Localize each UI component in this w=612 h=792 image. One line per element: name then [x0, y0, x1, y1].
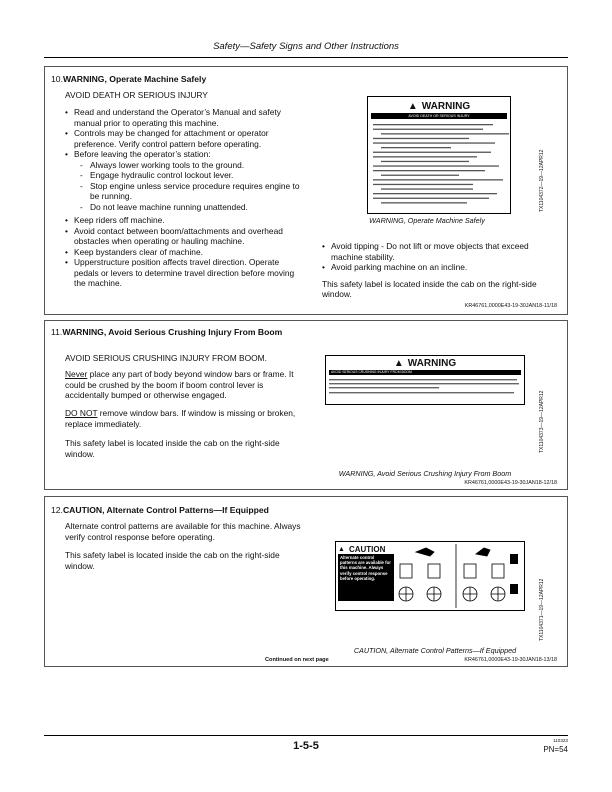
- warning-triangle-icon: ▲: [393, 358, 404, 369]
- sub-list-item: - Stop engine unless service procedure requires engine to be running.: [80, 181, 303, 202]
- control-pattern-diagram: [398, 544, 522, 608]
- location-note: This safety label is located inside the cab on the right-side window.: [322, 278, 537, 299]
- page-number: 1-5-5: [293, 740, 319, 752]
- paragraph: [65, 369, 303, 401]
- section-title-text: CAUTION, Alternate Control Patterns—If Equipped: [62, 505, 269, 515]
- label-body-text: Alternate control patterns are available for this machine. Always verify control response before operating.: [338, 554, 394, 601]
- pn-label: PN=54: [543, 745, 568, 754]
- list-item: • Avoid tipping - Do not lift or move objects that exceed machine stability.: [322, 241, 562, 262]
- section-title: [51, 505, 269, 516]
- caution-triangle-icon: ▲: [338, 545, 345, 553]
- sub-list-item: - Do not leave machine running unattended.: [80, 202, 303, 213]
- label-fine-print: [329, 378, 523, 400]
- label-text-panel: [338, 544, 394, 608]
- reference-code: KR46761,0000E43-19-30JAN18-11/18: [464, 303, 557, 309]
- list-item: • Avoid parking machine on an incline.: [322, 262, 562, 273]
- section-number: 11.: [51, 327, 63, 337]
- paragraph: [65, 408, 303, 429]
- list-item-text: Before leaving the operator’s station:: [74, 149, 211, 159]
- label-heading: AVOID DEATH OR SERIOUS INJURY: [371, 113, 507, 119]
- label-heading: AVOID SERIOUS CRUSHING INJURY FROM BOOM: [329, 370, 521, 375]
- label-banner: [368, 99, 510, 113]
- footer-code: 110323: [553, 738, 568, 743]
- reference-code: KR46761,0000E43-19-30JAN18-12/18: [464, 480, 557, 486]
- page-header: Safety—Safety Signs and Other Instructions: [213, 41, 399, 52]
- section-title-text: WARNING, Operate Machine Safely: [62, 74, 207, 84]
- figure-id: TX1104372—19—12APR12: [539, 149, 545, 212]
- section-subtitle: AVOID DEATH OR SERIOUS INJURY: [65, 90, 208, 100]
- paragraph-text: remove window bars. If window is missing or broken, replace immediately.: [65, 408, 296, 429]
- warning-label-image: [325, 355, 525, 405]
- section-number: 10.: [51, 74, 63, 84]
- label-banner: [338, 544, 394, 554]
- list-item: • Keep riders off machine.: [65, 215, 303, 226]
- section-12: [44, 496, 568, 667]
- bullet-list: [65, 107, 303, 289]
- right-bullet-list: [322, 241, 562, 300]
- emphasis: Never: [65, 369, 88, 379]
- label-banner: [326, 357, 524, 370]
- warning-triangle-icon: ▲: [407, 100, 418, 112]
- sub-list-item: - Always lower working tools to the ground.: [80, 160, 303, 171]
- list-item: • Avoid contact between boom/attachments and overhead obstacles when operating or hauling machine.: [65, 226, 303, 247]
- list-item: • Controls may be changed for attachment or operator preference. Verify control pattern before operating.: [65, 128, 303, 149]
- section-title: [51, 327, 311, 338]
- label-banner-text: WARNING: [421, 100, 471, 112]
- list-item: • Read and understand the Operator’s Manual and safety manual prior to operating this machine.: [65, 107, 303, 128]
- reference-code: KR46761,0000E43-19-30JAN18-13/18: [464, 657, 557, 663]
- caution-label-image: [335, 541, 525, 611]
- section-10: [44, 66, 568, 315]
- list-item: • Keep bystanders clear of machine.: [65, 247, 303, 258]
- paragraph-text: place any part of body beyond window bars or frame. It could be crushed by the boom if boom control lever is accidentally bumped or otherwise engaged.: [65, 369, 294, 400]
- section-title: [51, 74, 206, 85]
- section-title-text: WARNING, Avoid Serious Crushing Injury From Boom: [62, 327, 283, 337]
- list-item: [65, 149, 303, 212]
- sub-list-item: - Engage hydraulic control lockout lever.: [80, 170, 303, 181]
- section-subtitle: AVOID SERIOUS CRUSHING INJURY FROM BOOM.: [65, 353, 267, 363]
- list-item: • Upperstructure position affects travel direction. Operate pedals or levers to determine travel direction before moving the machine.: [65, 257, 303, 289]
- label-banner-text: WARNING: [407, 358, 457, 369]
- location-note: This safety label is located inside the cab on the right-side window.: [65, 438, 280, 459]
- label-fine-print: [371, 122, 509, 208]
- paragraph: Alternate control patterns are available for this machine. Always verify control response before operating.: [65, 521, 301, 542]
- location-note: This safety label is located inside the cab on the right-side window.: [65, 550, 280, 571]
- footer-rule: [44, 735, 568, 736]
- warning-label-image: [367, 96, 511, 214]
- label-banner-text: CAUTION: [348, 544, 386, 554]
- emphasis: DO NOT: [65, 408, 98, 418]
- figure-caption: CAUTION, Alternate Control Patterns—If Equipped: [353, 646, 517, 655]
- figure-id: TX1104373—19—12APR12: [539, 390, 545, 453]
- section-11: [44, 320, 568, 490]
- figure-caption: WARNING, Operate Machine Safely: [369, 216, 485, 225]
- figure-caption: WARNING, Avoid Serious Crushing Injury From Boom: [338, 469, 512, 478]
- continued-note: Continued on next page: [265, 657, 329, 663]
- section-number: 12.: [51, 505, 63, 515]
- header-rule: [44, 57, 568, 58]
- figure-id: TX1104371—19—12APR12: [539, 578, 545, 641]
